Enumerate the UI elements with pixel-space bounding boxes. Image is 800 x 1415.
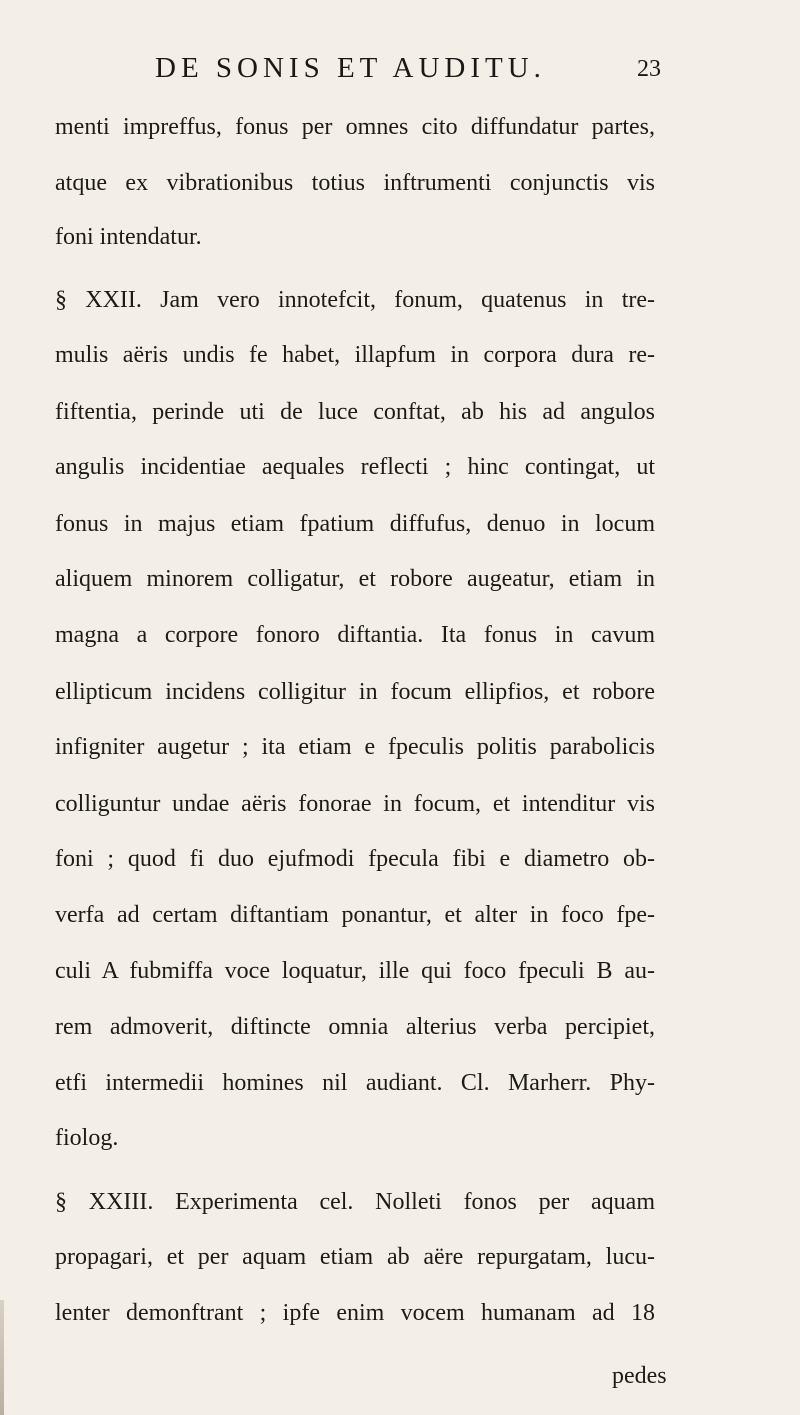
catchword: pedes <box>612 1363 667 1389</box>
text-line: atque ex vibrationibus totius inftrumenti conjunctis vis <box>55 170 655 196</box>
running-head: DE SONIS ET AUDITU. <box>155 52 546 84</box>
text-line: magna a corpore fonoro diftantia. Ita fonus in cavum <box>55 622 655 648</box>
text-line: angulis incidentiae aequales reflecti ; hinc contingat, ut <box>55 454 655 480</box>
text-line: rem admoverit, diftincte omnia alterius verba percipiet, <box>55 1014 655 1040</box>
page-edge-shadow <box>0 1300 4 1415</box>
text-line: fiolog. <box>55 1125 119 1151</box>
text-line: etfi intermedii homines nil audiant. Cl. Marherr. Phy- <box>55 1070 655 1096</box>
text-line: ellipticum incidens colligitur in focum ellipfios, et robore <box>55 679 655 705</box>
text-line: culi A fubmiffa voce loquatur, ille qui foco fpeculi B au- <box>55 958 655 984</box>
text-line: foni ; quod fi duo ejufmodi fpecula fibi e diametro ob- <box>55 846 655 872</box>
text-line: fonus in majus etiam fpatium diffufus, denuo in locum <box>55 511 655 537</box>
text-line: aliquem minorem colligatur, et robore augeatur, etiam in <box>55 566 655 592</box>
text-line: propagari, et per aquam etiam ab aëre repurgatam, lucu- <box>55 1244 655 1270</box>
text-line: fiftentia, perinde uti de luce conftat, ab his ad angulos <box>55 399 655 425</box>
text-line: colliguntur undae aëris fonorae in focum, et intenditur vis <box>55 791 655 817</box>
text-line: foni intendatur. <box>55 224 202 250</box>
text-line: § XXIII. Experimenta cel. Nolleti fonos per aquam <box>55 1189 655 1215</box>
text-line: infigniter augetur ; ita etiam e fpeculis politis parabolicis <box>55 734 655 760</box>
text-line: lenter demonftrant ; ipfe enim vocem humanam ad 18 <box>55 1300 655 1326</box>
text-line: verfa ad certam diftantiam ponantur, et alter in foco fpe- <box>55 902 655 928</box>
page-number: 23 <box>637 56 661 82</box>
text-line: menti impreffus, fonus per omnes cito diffundatur partes, <box>55 114 655 140</box>
text-line: mulis aëris undis fe habet, illapfum in corpora dura re- <box>55 342 655 368</box>
text-line: § XXII. Jam vero innotefcit, fonum, quatenus in tre- <box>55 287 655 313</box>
